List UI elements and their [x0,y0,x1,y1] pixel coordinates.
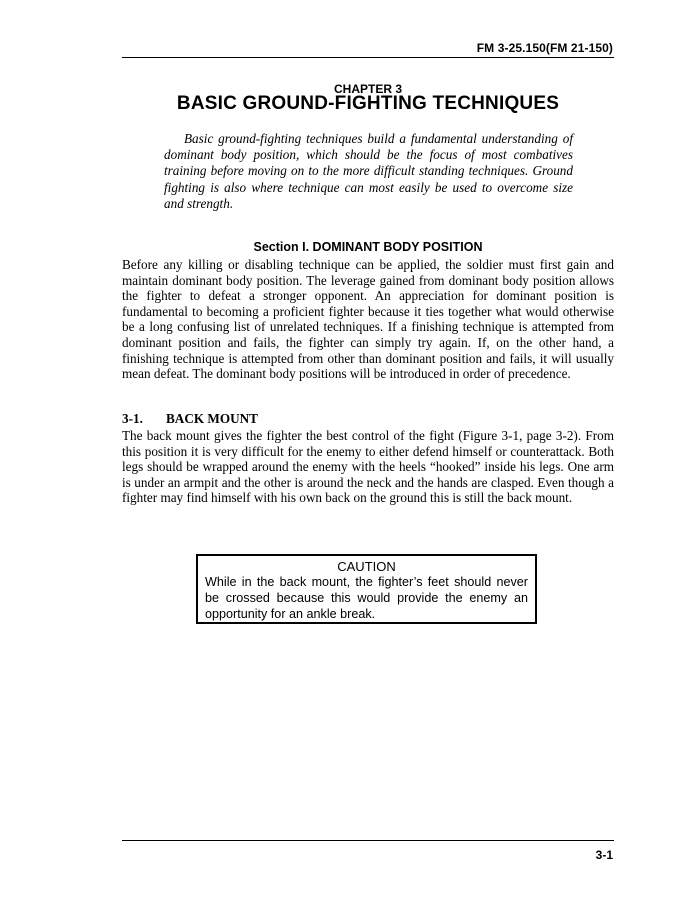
subsection-number: 3-1. [122,411,143,426]
subsection-heading [122,411,258,427]
caution-text: While in the back mount, the fighter’s feet should never be crossed because this would provide the enemy an opportunity for an ankle break. [205,575,528,621]
footer-rule [122,840,614,841]
chapter-label: CHAPTER 3 [333,82,402,96]
caution-title: CAUTION [337,559,396,574]
subsection-paragraph: The back mount gives the fighter the best control of the fight (Figure 3-1, page 3-2). From this position it is very difficult for the enemy to either defend himself or counterattack. Both legs should be wrapped around the enemy with the heels “hooked” inside his legs. One arm is under an armpit and the other is around the neck and the hands are clasped. Even though a fighter may find himself with his own back on the ground this is still the back mount. [122,428,614,506]
section-heading: Section I. DOMINANT BODY POSITION [253,240,483,254]
section-paragraph: Before any killing or disabling technique can be applied, the soldier must first gain and maintain dominant body position. The leverage gained from dominant body position allows the fighter to defeat a stronger opponent. An appreciation for dominant position is fundamental to becoming a proficient fighter because it ties together what would otherwise be a long confusing list of unrelated techniques. If a finishing technique is attempted from dominant position and fails, the fighter can simply try again. If, on the other hand, a finishing technique is attempted from other than dominant position and fails, it will usually mean defeat. The dominant body positions will be introduced in order of precedence. [122,257,614,382]
chapter-intro: Basic ground-fighting techniques build a fundamental understanding of dominant body position, which should be the focus of most combatives training before moving on to the more difficult standing techniques. Ground fighting is also where technique can most easily be used to overcome size and strength. [164,131,573,211]
page-number: 3-1 [595,848,613,862]
document-code: FM 3-25.150(FM 21-150) [476,41,613,55]
subsection-title: BACK MOUNT [166,411,258,426]
chapter-title: BASIC GROUND-FIGHTING TECHNIQUES [176,93,560,114]
header-rule [122,57,614,58]
caution-box [196,554,537,624]
